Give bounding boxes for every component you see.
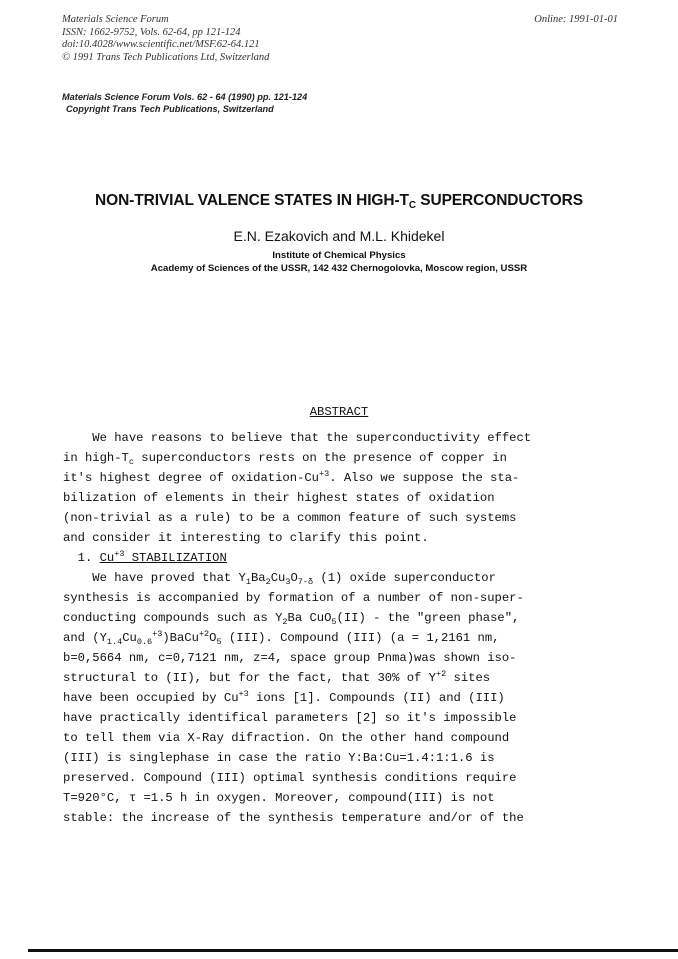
section-heading: 1. $Cu^{+3}$ STABILIZATION xyxy=(63,549,227,565)
body-line: to tell them via X-Ray difraction. On the other hand compound xyxy=(63,731,510,745)
meta-journal: Materials Science Forum xyxy=(62,14,169,25)
page-bottom-rule xyxy=(28,949,678,952)
body-line: We have proved that $Y_1Ba_2Cu_3O_{7-\delta}$ (1) oxide superconductor xyxy=(63,571,496,587)
copyright-line: Copyright Trans Tech Publications, Switzerland xyxy=(66,104,274,114)
authors: E.N. Ezakovich and M.L. Khidekel xyxy=(233,228,445,244)
meta-issn: ISSN: 1662-9752, Vols. 62-64, pp 121-124 xyxy=(62,26,241,38)
meta-doi[interactable]: doi:10.4028/www.scientific.net/MSF.62-64.121 xyxy=(62,39,260,51)
body-line: and $(Y_{1.4}Cu_{0.6}^{+3})BaCu^{+2}O_5$ (III). Compound (III) (a = 1,2161 nm, xyxy=(63,629,500,647)
abstract-heading: ABSTRACT xyxy=(309,405,369,419)
meta-copyright: © 1991 Trans Tech Publications Ltd, Switzerland xyxy=(62,51,270,63)
abstract-line: We have reasons to believe that the superconductivity effect xyxy=(63,431,532,445)
abstract-line: (non-trivial as a rule) to be a common feature of such systems xyxy=(63,511,517,525)
abstract-line: bilization of elements in their highest states of oxidation xyxy=(63,491,495,505)
journal-metadata xyxy=(62,14,269,64)
body-line: synthesis is accompanied by formation of a number of non-super- xyxy=(63,591,524,605)
abstract-line: it's highest degree of oxidation-$Cu^{+3}$. Also we suppose the sta- xyxy=(63,469,520,485)
body-line: stable: the increase of the synthesis temperature and/or of the xyxy=(63,811,524,825)
source-line: Materials Science Forum Vols. 62 - 64 (1990) pp. 121-124 xyxy=(62,92,308,102)
body-line: T=920°C, τ =1.5 h in oxygen. Moreover, compound(III) is not xyxy=(63,791,495,805)
source-citation xyxy=(62,91,307,115)
abstract-line: in high-$T_c$ superconductors rests on the presence of copper in xyxy=(63,451,507,467)
body-line: preserved. Compound (III) optimal synthesis conditions require xyxy=(63,771,517,785)
online-date: Online: 1991-01-01 xyxy=(534,14,618,25)
body-line: have been occupied by $Cu^{+3}$ ions [1]. Compounds (II) and (III) xyxy=(63,689,505,705)
body-line: have practically identifical parameters [2] so it's impossible xyxy=(63,711,517,725)
body-line: conducting compounds such as $Y_2Ba$ CuO$_5$(II) - the "green phase", xyxy=(63,611,520,627)
abstract-line: and consider it interesting to clarify this point. xyxy=(63,531,429,545)
institute: Institute of Chemical Physics xyxy=(272,250,406,261)
body-line: structural to (II), but for the fact, that 30% of $Y^{+2}$ sites xyxy=(63,669,491,685)
body-line: b=0,5664 nm, c=0,7121 nm, z=4, space group Pnma)was shown iso- xyxy=(63,651,517,665)
paper-title: NON-TRIVIAL VALENCE STATES IN HIGH-$T_C$ SUPERCONDUCTORS xyxy=(95,192,583,211)
body-line: (III) is singlephase in case the ratio Y:Ba:Cu=1.4:1:1.6 is xyxy=(63,751,495,765)
affiliation: Academy of Sciences of the USSR, 142 432 Chernogolovka, Moscow region, USSR xyxy=(150,263,528,274)
